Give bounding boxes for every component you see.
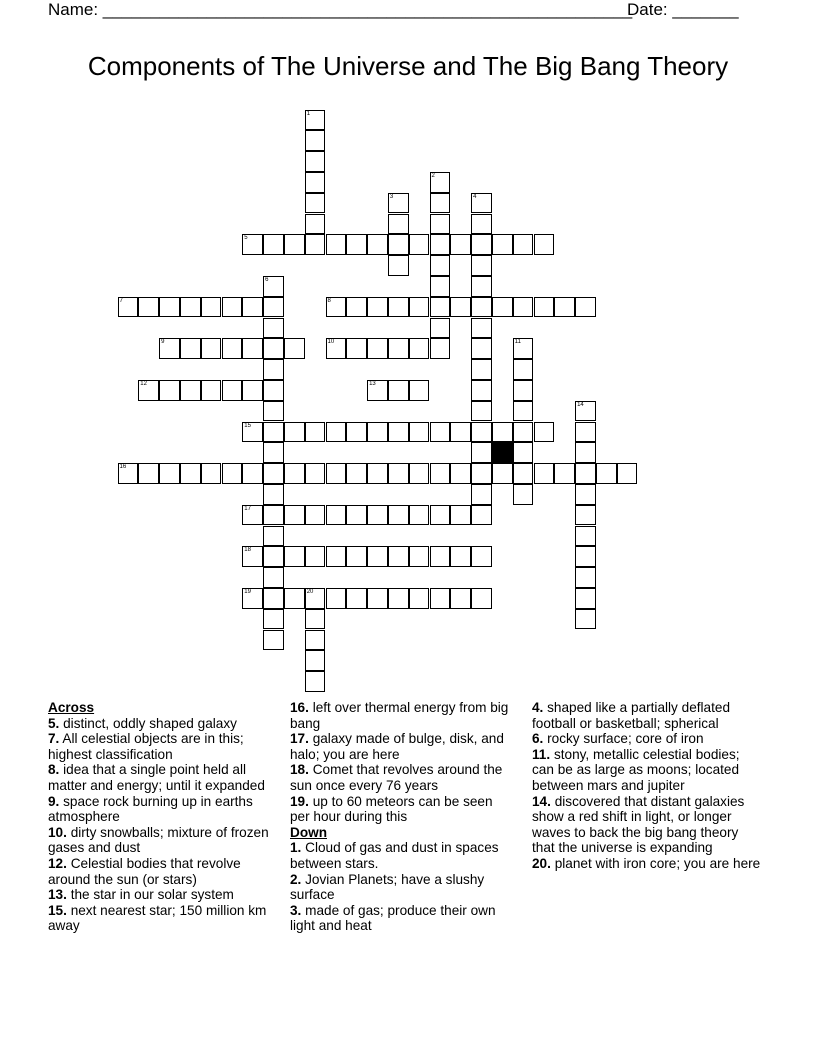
grid-cell[interactable] — [430, 297, 451, 318]
grid-cell[interactable] — [596, 463, 617, 484]
clue-text: galaxy made of bulge, disk, and halo; you are here — [290, 731, 504, 762]
grid-cell[interactable] — [513, 484, 534, 505]
grid-cell[interactable] — [263, 422, 284, 443]
grid-cell[interactable] — [388, 297, 409, 318]
clues-column-3 — [532, 700, 762, 872]
grid-cell[interactable] — [575, 422, 596, 443]
grid-cell[interactable] — [159, 380, 180, 401]
clue-item — [532, 794, 762, 856]
clue-item — [290, 903, 515, 934]
clue-item — [290, 794, 515, 825]
grid-cell[interactable] — [263, 297, 284, 318]
grid-cell[interactable] — [450, 422, 471, 443]
grid-cell[interactable] — [367, 297, 388, 318]
clue-number: 8. — [48, 762, 60, 778]
across-heading: Across — [48, 700, 95, 715]
clue-number: 19. — [290, 793, 309, 809]
grid-cell[interactable] — [242, 297, 263, 318]
grid-cell[interactable] — [346, 234, 367, 255]
clue-text: Jovian Planets; have a slushy surface — [290, 871, 485, 903]
clue-item — [290, 840, 515, 871]
grid-cell[interactable] — [430, 255, 451, 276]
clue-item — [48, 731, 270, 762]
clue-number: 4 — [473, 193, 477, 200]
grid-cell[interactable] — [575, 567, 596, 588]
down-heading: Down — [290, 824, 327, 840]
grid-cell[interactable] — [180, 463, 201, 484]
grid-cell[interactable] — [222, 338, 243, 359]
grid-cell[interactable] — [471, 463, 492, 484]
grid-cell[interactable] — [450, 463, 471, 484]
grid-cell[interactable] — [534, 422, 555, 443]
grid-cell[interactable] — [367, 380, 388, 401]
grid-cell[interactable] — [492, 463, 513, 484]
blocked-cell — [492, 442, 513, 463]
clue-text: idea that a single point held all matter and energy; until it expanded — [48, 762, 265, 793]
grid-cell[interactable] — [118, 297, 139, 318]
grid-cell[interactable] — [180, 338, 201, 359]
clue-number: 16. — [290, 700, 309, 715]
clue-number: 5. — [48, 715, 60, 731]
grid-cell[interactable] — [471, 442, 492, 463]
clue-text: up to 60 meteors can be seen per hour during this — [290, 793, 493, 825]
grid-cell[interactable] — [617, 463, 638, 484]
grid-cell[interactable] — [388, 214, 409, 235]
grid-cell[interactable] — [284, 422, 305, 443]
clue-text: Cloud of gas and dust in spaces between stars. — [290, 840, 499, 871]
grid-cell[interactable] — [263, 588, 284, 609]
grid-cell[interactable] — [430, 193, 451, 214]
grid-cell[interactable] — [430, 505, 451, 526]
clue-number: 7 — [119, 297, 123, 304]
clue-item — [532, 700, 762, 731]
grid-cell[interactable] — [326, 422, 347, 443]
grid-cell[interactable] — [575, 297, 596, 318]
grid-cell[interactable] — [513, 463, 534, 484]
grid-cell[interactable] — [430, 463, 451, 484]
grid-cell[interactable] — [305, 172, 326, 193]
grid-cell[interactable] — [367, 463, 388, 484]
clue-number: 7. — [48, 731, 60, 747]
grid-cell[interactable] — [263, 567, 284, 588]
clue-number: 1. — [290, 840, 302, 856]
grid-cell[interactable] — [118, 463, 139, 484]
clue-number: 13. — [48, 887, 67, 903]
clue-number: 6 — [265, 276, 269, 283]
clue-text: All celestial objects are in this; highest classification — [48, 731, 244, 762]
grid-cell[interactable] — [388, 588, 409, 609]
grid-cell[interactable] — [346, 463, 367, 484]
grid-cell[interactable] — [471, 401, 492, 422]
grid-cell[interactable] — [263, 526, 284, 547]
grid-cell[interactable] — [471, 588, 492, 609]
grid-cell[interactable] — [346, 297, 367, 318]
grid-cell[interactable] — [263, 442, 284, 463]
grid-cell[interactable] — [180, 297, 201, 318]
grid-cell[interactable] — [305, 609, 326, 630]
grid-cell[interactable] — [450, 297, 471, 318]
grid-cell[interactable] — [409, 234, 430, 255]
clue-number: 12 — [140, 380, 147, 387]
grid-cell[interactable] — [242, 588, 263, 609]
name-field-label: Name: ________________________________________________________ — [48, 0, 633, 19]
grid-cell[interactable] — [305, 546, 326, 567]
clue-item — [48, 856, 270, 887]
grid-cell[interactable] — [388, 505, 409, 526]
clue-text: space rock burning up in earths atmosphere — [48, 793, 253, 825]
grid-cell[interactable] — [242, 422, 263, 443]
grid-cell[interactable] — [263, 463, 284, 484]
grid-cell[interactable] — [450, 234, 471, 255]
clue-number: 19 — [244, 588, 251, 595]
clue-number: 6. — [532, 731, 544, 747]
grid-cell[interactable] — [513, 401, 534, 422]
grid-cell[interactable] — [326, 588, 347, 609]
grid-cell[interactable] — [513, 234, 534, 255]
grid-cell[interactable] — [305, 422, 326, 443]
clue-item — [48, 716, 270, 732]
clue-text: next nearest star; 150 million km away — [48, 902, 267, 934]
grid-cell[interactable] — [263, 380, 284, 401]
grid-cell[interactable] — [284, 588, 305, 609]
clue-text: dirty snowballs; mixture of frozen gases and dust — [48, 824, 269, 856]
clue-item — [290, 731, 515, 762]
grid-cell[interactable] — [242, 234, 263, 255]
grid-cell[interactable] — [575, 484, 596, 505]
grid-cell[interactable] — [388, 380, 409, 401]
grid-cell[interactable] — [471, 318, 492, 339]
grid-cell[interactable] — [471, 193, 492, 214]
clue-text: shaped like a partially deflated football or basketball; spherical — [532, 700, 731, 731]
grid-cell[interactable] — [492, 297, 513, 318]
grid-cell[interactable] — [346, 588, 367, 609]
grid-cell[interactable] — [305, 588, 326, 609]
grid-cell[interactable] — [222, 297, 243, 318]
clue-number: 17. — [290, 731, 309, 747]
grid-cell[interactable] — [450, 546, 471, 567]
clue-number: 15. — [48, 902, 67, 918]
grid-cell[interactable] — [471, 255, 492, 276]
clues-column-1 — [48, 700, 270, 934]
grid-cell[interactable] — [346, 505, 367, 526]
grid-cell[interactable] — [326, 505, 347, 526]
clue-number: 9. — [48, 793, 60, 809]
grid-cell[interactable] — [346, 546, 367, 567]
grid-cell[interactable] — [575, 526, 596, 547]
grid-cell[interactable] — [575, 546, 596, 567]
clue-text: discovered that distant galaxies show a red shift in light, or longer waves to back the big bang theory that the universe is expanding — [532, 793, 745, 856]
grid-cell[interactable] — [575, 463, 596, 484]
grid-cell[interactable] — [492, 422, 513, 443]
clue-number: 5 — [244, 235, 248, 242]
grid-cell[interactable] — [305, 110, 326, 131]
grid-cell[interactable] — [388, 422, 409, 443]
grid-cell[interactable] — [409, 546, 430, 567]
grid-cell[interactable] — [367, 338, 388, 359]
grid-cell[interactable] — [346, 422, 367, 443]
grid-cell[interactable] — [263, 546, 284, 567]
clue-number: 1 — [306, 110, 311, 117]
grid-cell[interactable] — [138, 463, 159, 484]
grid-cell[interactable] — [534, 297, 555, 318]
clue-text: Comet that revolves around the sun once every 76 years — [290, 762, 503, 793]
clue-item — [532, 747, 762, 794]
grid-cell[interactable] — [409, 422, 430, 443]
clue-item — [290, 700, 515, 731]
grid-cell[interactable] — [263, 338, 284, 359]
grid-cell[interactable] — [263, 234, 284, 255]
date-field-label: Date: _______ — [627, 0, 739, 19]
grid-cell[interactable] — [326, 546, 347, 567]
grid-cell[interactable] — [326, 297, 347, 318]
clue-number: 3 — [389, 193, 394, 200]
grid-cell[interactable] — [409, 380, 430, 401]
grid-cell[interactable] — [138, 380, 159, 401]
clue-number: 13 — [369, 380, 376, 387]
page-title: Components of The Universe and The Big Bang Theory — [87, 51, 729, 81]
grid-cell[interactable] — [263, 276, 284, 297]
clue-number: 11 — [514, 339, 521, 346]
grid-cell[interactable] — [430, 172, 451, 193]
grid-cell[interactable] — [159, 297, 180, 318]
grid-cell[interactable] — [492, 234, 513, 255]
clue-number: 11. — [532, 746, 551, 762]
grid-cell[interactable] — [305, 151, 326, 172]
clue-text: rocky surface; core of iron — [547, 731, 704, 747]
grid-cell[interactable] — [367, 505, 388, 526]
grid-cell[interactable] — [554, 297, 575, 318]
clue-item — [290, 762, 515, 793]
clue-number: 14 — [577, 401, 584, 408]
grid-cell[interactable] — [263, 630, 284, 651]
grid-cell[interactable] — [284, 546, 305, 567]
clue-text: the star in our solar system — [70, 887, 234, 903]
grid-cell[interactable] — [305, 234, 326, 255]
grid-cell[interactable] — [513, 338, 534, 359]
grid-cell[interactable] — [471, 214, 492, 235]
clue-text: distinct, oddly shaped galaxy — [63, 715, 237, 731]
grid-cell[interactable] — [242, 338, 263, 359]
grid-cell[interactable] — [367, 422, 388, 443]
grid-cell[interactable] — [305, 650, 326, 671]
clue-text: stony, metallic celestial bodies; can be as large as moons; located between mars and jupiter — [532, 746, 740, 793]
grid-cell[interactable] — [263, 318, 284, 339]
clue-text: Celestial bodies that revolve around the sun (or stars) — [48, 855, 241, 887]
grid-cell[interactable] — [513, 297, 534, 318]
grid-cell[interactable] — [471, 297, 492, 318]
grid-cell[interactable] — [263, 359, 284, 380]
grid-cell[interactable] — [471, 546, 492, 567]
clue-item — [48, 887, 270, 903]
grid-cell[interactable] — [388, 234, 409, 255]
grid-cell[interactable] — [409, 338, 430, 359]
clue-number: 10. — [48, 824, 67, 840]
grid-cell[interactable] — [409, 505, 430, 526]
grid-cell[interactable] — [471, 380, 492, 401]
grid-cell[interactable] — [471, 338, 492, 359]
grid-cell[interactable] — [180, 380, 201, 401]
grid-cell[interactable] — [513, 442, 534, 463]
grid-cell[interactable] — [513, 359, 534, 380]
grid-cell[interactable] — [471, 276, 492, 297]
clue-number: 3. — [290, 902, 302, 918]
clue-item — [48, 903, 270, 934]
grid-cell[interactable] — [242, 380, 263, 401]
grid-cell[interactable] — [513, 422, 534, 443]
clue-item — [48, 825, 270, 856]
grid-cell[interactable] — [388, 463, 409, 484]
grid-cell[interactable] — [430, 588, 451, 609]
grid-cell[interactable] — [575, 442, 596, 463]
clue-number: 2 — [431, 172, 435, 179]
clue-number: 15 — [244, 422, 251, 429]
grid-cell[interactable] — [388, 255, 409, 276]
grid-cell[interactable] — [305, 505, 326, 526]
grid-cell[interactable] — [201, 463, 222, 484]
grid-cell[interactable] — [575, 505, 596, 526]
grid-cell[interactable] — [367, 588, 388, 609]
grid-cell[interactable] — [326, 463, 347, 484]
clue-number: 9 — [161, 339, 165, 346]
grid-cell[interactable] — [471, 234, 492, 255]
grid-cell[interactable] — [388, 546, 409, 567]
grid-cell[interactable] — [222, 380, 243, 401]
clue-text: planet with iron core; you are here — [554, 855, 761, 871]
grid-cell[interactable] — [284, 234, 305, 255]
grid-cell[interactable] — [575, 609, 596, 630]
grid-cell[interactable] — [201, 380, 222, 401]
grid-cell[interactable] — [575, 588, 596, 609]
grid-cell[interactable] — [534, 463, 555, 484]
grid-cell[interactable] — [534, 234, 555, 255]
clue-text: made of gas; produce their own light and heat — [290, 902, 496, 934]
grid-cell[interactable] — [242, 546, 263, 567]
grid-cell[interactable] — [222, 463, 243, 484]
grid-cell[interactable] — [242, 505, 263, 526]
grid-cell[interactable] — [430, 276, 451, 297]
grid-cell[interactable] — [305, 671, 326, 692]
grid-cell[interactable] — [409, 588, 430, 609]
grid-cell[interactable] — [471, 505, 492, 526]
clue-number: 8 — [327, 297, 331, 304]
grid-cell[interactable] — [284, 338, 305, 359]
clue-number: 18. — [290, 762, 309, 778]
grid-cell[interactable] — [388, 193, 409, 214]
grid-cell[interactable] — [554, 463, 575, 484]
clue-item — [48, 762, 270, 793]
clue-number: 12. — [48, 855, 67, 871]
clue-number: 17 — [244, 505, 251, 512]
grid-cell[interactable] — [263, 505, 284, 526]
grid-cell[interactable] — [159, 338, 180, 359]
clues-column-2 — [290, 700, 515, 934]
grid-cell[interactable] — [159, 463, 180, 484]
clue-number: 4. — [532, 700, 544, 715]
grid-cell[interactable] — [305, 463, 326, 484]
grid-cell[interactable] — [388, 338, 409, 359]
grid-cell[interactable] — [430, 422, 451, 443]
clue-number: 2. — [290, 871, 302, 887]
clue-item — [48, 794, 270, 825]
clue-number: 20 — [306, 588, 314, 595]
grid-cell[interactable] — [263, 609, 284, 630]
grid-cell[interactable] — [305, 214, 326, 235]
grid-cell[interactable] — [305, 193, 326, 214]
grid-cell[interactable] — [305, 630, 326, 651]
grid-cell[interactable] — [430, 234, 451, 255]
clue-text: left over thermal energy from big bang — [290, 700, 509, 731]
grid-cell[interactable] — [430, 318, 451, 339]
grid-cell[interactable] — [367, 546, 388, 567]
grid-cell[interactable] — [409, 463, 430, 484]
grid-cell[interactable] — [471, 422, 492, 443]
grid-cell[interactable] — [138, 297, 159, 318]
clue-number: 20. — [532, 855, 551, 871]
grid-cell[interactable] — [513, 380, 534, 401]
grid-cell[interactable] — [409, 297, 430, 318]
grid-cell[interactable] — [284, 463, 305, 484]
grid-cell[interactable] — [430, 214, 451, 235]
grid-cell[interactable] — [346, 338, 367, 359]
clue-item — [532, 856, 762, 872]
grid-cell[interactable] — [430, 338, 451, 359]
grid-cell[interactable] — [471, 359, 492, 380]
grid-cell[interactable] — [242, 463, 263, 484]
grid-cell[interactable] — [263, 484, 284, 505]
grid-cell[interactable] — [367, 234, 388, 255]
grid-cell[interactable] — [575, 401, 596, 422]
grid-cell[interactable] — [201, 338, 222, 359]
clue-item — [532, 731, 762, 747]
clue-number: 10 — [327, 339, 335, 346]
clue-number: 14. — [532, 793, 551, 809]
grid-cell[interactable] — [326, 234, 347, 255]
clue-item — [290, 872, 515, 903]
clue-number: 16 — [119, 464, 127, 471]
grid-cell[interactable] — [471, 484, 492, 505]
grid-cell[interactable] — [450, 505, 471, 526]
grid-cell[interactable] — [450, 588, 471, 609]
grid-cell[interactable] — [201, 297, 222, 318]
grid-cell[interactable] — [263, 401, 284, 422]
grid-cell[interactable] — [284, 505, 305, 526]
grid-cell[interactable] — [326, 338, 347, 359]
grid-cell[interactable] — [430, 546, 451, 567]
clue-number: 18 — [244, 547, 251, 554]
grid-cell[interactable] — [305, 130, 326, 151]
